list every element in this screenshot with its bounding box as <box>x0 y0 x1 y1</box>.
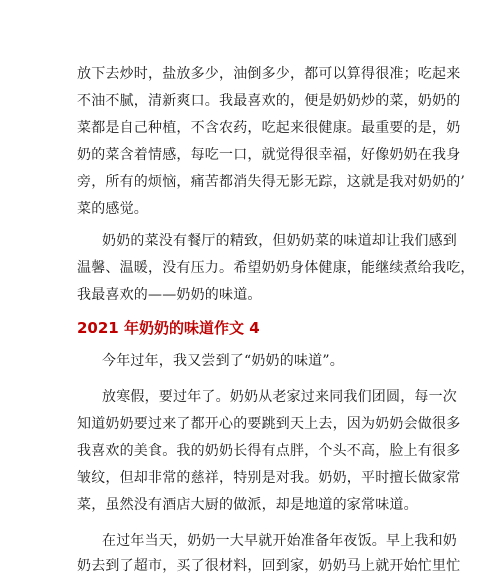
text-line: 菜，虽然没有酒店大厨的做派，却是地道的家常味道。 <box>77 497 418 513</box>
text-line: 菜的感觉。 <box>77 201 148 217</box>
text-line: 旁，所有的烦恼，痛苦都消失得无影无踪，这就是我对奶奶的’ <box>77 174 466 190</box>
text-line: 知道奶奶要过来了都开心的要跳到天上去，因为奶奶会做很多 <box>77 416 461 432</box>
text-line: 在过年当天，奶奶一大早就开始准备年夜饭。早上我和奶 <box>102 533 457 549</box>
section-heading: 2021 年奶奶的味道作文 4 <box>77 319 260 337</box>
text-line: 奶奶的菜没有餐厅的精致，但奶奶菜的味道却让我们感到 <box>102 233 457 249</box>
text-line: 奶去到了超市，买了很材料，回到家，奶奶马上就开始忙里忙 <box>77 558 461 574</box>
text-line: 我喜欢的美食。我的奶奶长得有点胖，个头不高，脸上有很多 <box>77 443 461 459</box>
text-line: 温馨、温暖，没有压力。希望奶奶身体健康，能继续煮给我吃， <box>77 260 475 276</box>
text-line: 放下去炒时，盐放多少，油倒多少，都可以算得很准；吃起来 <box>77 66 461 82</box>
text-line: 今年过年，我又尝到了“奶奶的味道”。 <box>102 353 344 369</box>
text-line: 不油不腻，清新爽口。我最喜欢的，便是奶奶炒的菜，奶奶的 <box>77 93 461 109</box>
text-line: 皱纹，但却非常的慈祥，特别是对我。奶奶，平时擅长做家常 <box>77 470 461 486</box>
text-line: 放寒假，要过年了。奶奶从老家过来同我们团圆，每一次 <box>102 389 457 405</box>
text-line: 奶的菜含着情感，每吃一口，就觉得很幸福，好像奶奶在我身 <box>77 147 461 163</box>
text-line: 菜都是自己种植，不含农药，吃起来很健康。最重要的是，奶 <box>77 120 461 136</box>
text-line: 我最喜欢的——奶奶的味道。 <box>77 287 262 303</box>
